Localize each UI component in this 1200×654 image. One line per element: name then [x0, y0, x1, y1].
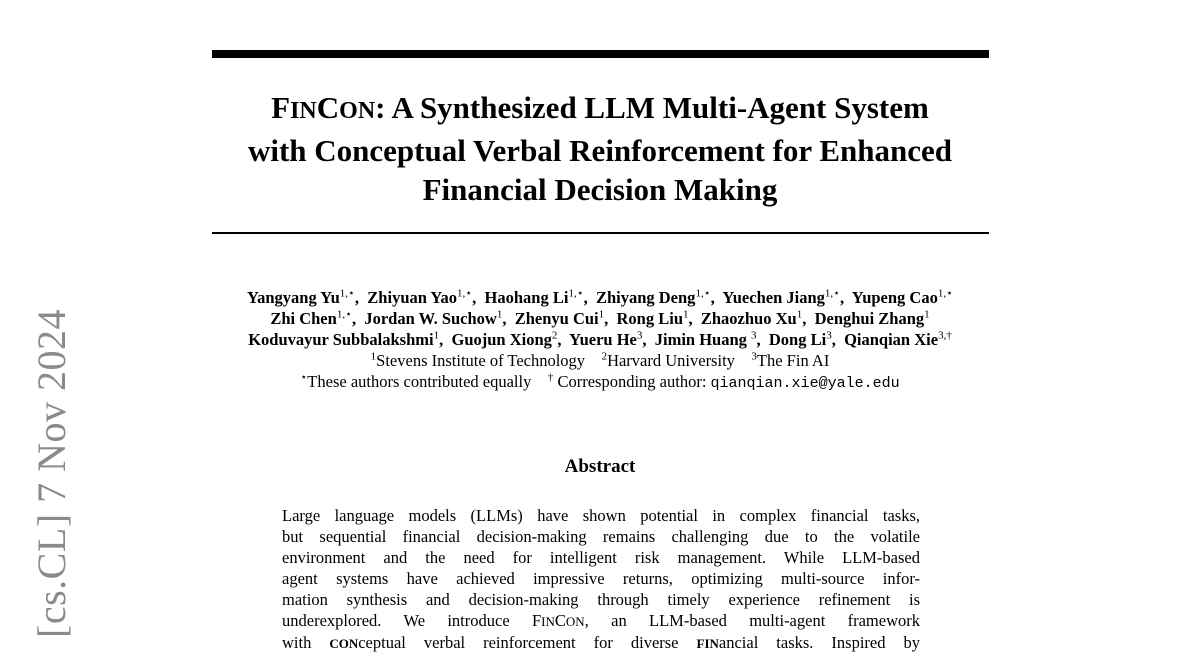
abstract-line: mation synthesis and decision-making through timely experience refinement is: [282, 590, 920, 609]
author-name: Denghui Zhang: [814, 309, 925, 328]
abstract-line: environment and the need for intelligent risk management. While LLM-based: [282, 548, 920, 567]
corresponding-author-note: Corresponding author:: [553, 372, 711, 391]
author-email-link[interactable]: qianqian.xie@yale.edu: [710, 375, 900, 392]
author-name: Yangyang Yu: [247, 288, 340, 307]
author-name: Zhaozhuo Xu: [700, 309, 797, 328]
author-name: Yupeng Cao: [851, 288, 938, 307]
paper-title: [190, 88, 1010, 209]
author-line-2: Zhi Chen$^{1,⋆}$, Jordan W. Suchow$^1$, Zhenyu Cui$^1$, Rong Liu$^1$, Zhaozhuo Xu$^1$, Denghui Zhang$^1$: [270, 308, 930, 328]
author-name: Yueru He: [569, 330, 637, 349]
author-line-3: Koduvayur Subbalakshmi$^1$, Guojun Xiong$^2$, Yueru He$^3$, Jimin Huang $^3$, Dong Li$^3$, Qianqian Xie$^{3,\dagger}$: [248, 329, 952, 349]
top-rule: [212, 50, 989, 58]
affiliation: The Fin AI: [756, 351, 830, 370]
abstract-line: but sequential financial decision-making remains challenging due to the volatile: [282, 527, 920, 546]
affiliation: Stevens Institute of Technology: [376, 351, 586, 370]
author-name: Zhi Chen: [270, 309, 337, 328]
author-name: Zhenyu Cui: [514, 309, 599, 328]
author-name: Zhiyang Deng: [595, 288, 696, 307]
author-name: Haohang Li: [484, 288, 569, 307]
equal-contribution-note: These authors contributed equally: [307, 372, 532, 391]
author-name: Yuechen Jiang: [722, 288, 825, 307]
abstract-line: agent systems have achieved impressive returns, optimizing multi-source infor-: [282, 569, 920, 588]
author-name: Jimin Huang: [654, 330, 752, 349]
author-name: Qianqian Xie: [844, 330, 939, 349]
abstract-heading: Abstract: [564, 456, 636, 477]
title-line-1: FINCON: A Synthesized LLM Multi-Agent System: [271, 90, 929, 125]
author-name: Dong Li: [768, 330, 827, 349]
title-line-2: with Conceptual Verbal Reinforcement for Enhanced: [247, 133, 953, 168]
abstract-body: [282, 505, 920, 654]
abstract-line: Large language models (LLMs) have shown potential in complex financial tasks,: [282, 506, 920, 525]
author-name: Jordan W. Suchow: [364, 309, 497, 328]
abstract-line: underexplored. We introduce FINCON, an LLM-based multi-agent framework: [282, 611, 920, 630]
affiliations-line: $^1$Stevens Institute of Technology $^2$Harvard University $^3$The Fin AI: [370, 350, 830, 370]
affiliation: Harvard University: [607, 351, 735, 370]
author-name: Koduvayur Subbalakshmi: [248, 330, 434, 349]
author-name: Zhiyuan Yao: [367, 288, 458, 307]
author-block: [150, 287, 1050, 394]
arxiv-stamp: [cs.CL] 7 Nov 2024: [29, 309, 74, 638]
abstract-line: with CONceptual verbal reinforcement for diverse FINancial tasks. Inspired by: [282, 633, 920, 652]
author-name: Rong Liu: [616, 309, 683, 328]
author-line-1: Yangyang $Yu^{1,⋆}$, Zhiyuan Yao$^{1,⋆}$, Haohang $Li^{1,⋆}$, Zhiyang Deng$^{1,⋆}$, Yuechen Jiang$^{1,⋆}$, Yupeng Cao$^{1,⋆}$: [247, 287, 953, 307]
bottom-rule: [212, 232, 989, 234]
title-line-3: Financial Decision Making: [422, 172, 778, 207]
author-notes-line: ⋆These authors contributed equally † Corresponding author: qianqian.xie@yale.edu: [300, 371, 900, 392]
author-name: Guojun Xiong: [451, 330, 552, 349]
